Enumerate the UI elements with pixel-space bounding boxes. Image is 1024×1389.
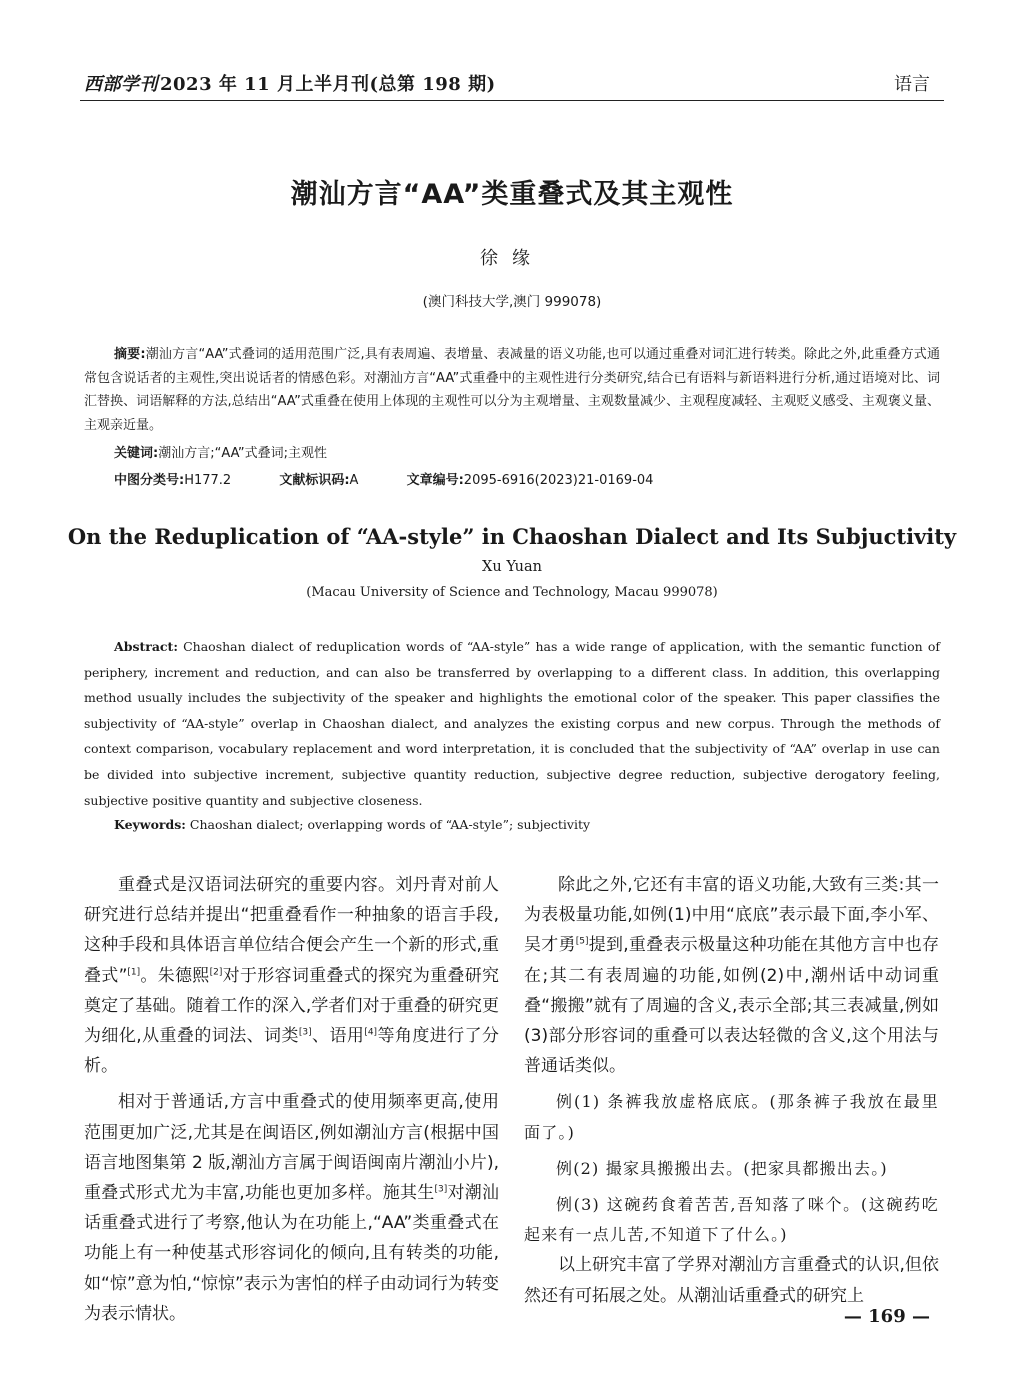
clc-value: H177.2	[184, 473, 232, 488]
body-paragraph: 相对于普通话,方言中重叠式的使用频率更高,使用范围更加广泛,尤其是在闽语区,例如潮汕方言(根据中国语言地图集第 2 版,潮汕方言属于闽语闽南片潮汕小片),重叠式形式尤为丰富,功能也更加多样。施其生[3]对潮汕话重叠式进行了考察,他认为在功能上,“AA”类重叠式在功能上有一种使基式形容词化的倾向,且有转类的功能,如“惊”意为怕,“惊惊”表示为害怕的样子由动词行为转变为表示情状。	[84, 1092, 500, 1324]
example-sentence-1: 例(1) 条裤我放虚格底底。(那条裤子我放在最里面了。)	[524, 1092, 939, 1142]
citation: [1]	[127, 966, 141, 977]
header-rule	[80, 100, 944, 101]
keywords-zh	[114, 442, 327, 461]
classification-row	[114, 469, 697, 488]
body-column-right	[524, 870, 939, 1311]
body-paragraph: 重叠式是汉语词法研究的重要内容。刘丹青对前人研究进行总结并提出“把重叠看作一种抽象的语言手段,这种手段和具体语言单位结合便会产生一个新的形式,重叠式”[1]。朱德熙[2]对于形容词重叠式的探究为重叠研究奠定了基础。随着工作的深入,学者们对于重叠的研究更为细化,从重叠的词法、词类[3]、语用[4]等角度进行了分析。	[84, 875, 500, 1077]
author-en: Xu Yuan	[482, 559, 542, 575]
doc-code-label: 文献标识码:	[279, 473, 350, 488]
citation: [3]	[298, 1027, 312, 1038]
example-sentence-3: 例(3) 这碗药食着苦苦,吾知落了咪个。(这碗药吃起来有一点儿苦,不知道下了什么。)	[524, 1195, 939, 1245]
paper-title-zh: 潮汕方言“AA”类重叠式及其主观性	[290, 179, 734, 210]
article-no-label: 文章编号:	[406, 473, 464, 488]
clc-label: 中图分类号:	[114, 473, 185, 488]
body-column-left	[84, 870, 499, 1329]
journal-name: 西部学刊	[84, 74, 158, 95]
keywords-en	[114, 817, 590, 832]
example-sentence-2: 例(2) 撮家具搬搬出去。(把家具都搬出去。)	[556, 1158, 888, 1178]
body-paragraph: 除此之外,它还有丰富的语义功能,大致有三类:其一为表极量功能,如例(1)中用“底底”表示最下面,李小军、吴才勇[5]提到,重叠表示极量这种功能在其他方言中也存在;其二有表周遍的功能,如例(2)中,潮州话中动词重叠“搬搬”就有了周遍的含义,表示全部;其三表减量,例如(3)部分形容词的重叠可以表达轻微的含义,这个用法与普通话类似。	[524, 875, 940, 1077]
keywords-text-zh: 潮汕方言;“AA”式叠词;主观性	[158, 446, 327, 461]
keywords-label-zh: 关键词:	[114, 446, 159, 461]
abstract-zh	[84, 343, 940, 437]
running-header-journal	[84, 70, 496, 96]
citation: [2]	[209, 966, 223, 977]
citation: [5]	[575, 936, 589, 947]
citation: [4]	[364, 1027, 378, 1038]
issue-info: 2023 年 11 月上半月刊(总第 198 期)	[160, 74, 496, 95]
page-number: — 169 —	[843, 1306, 930, 1327]
abstract-en	[84, 634, 940, 813]
affiliation-zh: (澳门科技大学,澳门 999078)	[422, 294, 602, 310]
article-no-value: 2095-6916(2023)21-0169-04	[463, 473, 654, 488]
abstract-text-zh: 潮汕方言“AA”式叠词的适用范围广泛,具有表周遍、表增量、表减量的语义功能,也可以通过重叠对词汇进行转类。除此之外,此重叠方式通常包含说话者的主观性,突出说话者的情感色彩。对潮汕方言“AA”式重叠中的主观性进行分类研究,结合已有语料与新语料进行分析,通过语境对比、词汇替换、词语解释的方法,总结出“AA”式重叠在使用上体现的主观性可以分为主观增量、主观数量减少、主观程度减轻、主观贬义感受、主观褒义量、主观亲近量。	[84, 347, 940, 433]
abstract-label-zh: 摘要:	[114, 347, 146, 362]
abstract-text-en: Chaoshan dialect of reduplication words of “AA-style” has a wide range of application, with the semantic function of periphery, increment and reduction, and can also be transferred by overlapping to a different class. In addition, this overlapping method usually includes the subjectivity of the speaker and highlights the emotional color of the speaker. This paper classifies the subjectivity of “AA-style” overlap in Chaoshan dialect, and analyzes the existing corpus and new corpus. Through the methods of context comparison, vocabulary replacement and word interpretation, it is concluded that the subjectivity of “AA” overlap in use can be divided into subjective increment, subjective quantity reduction, subjective degree reduction, subjective derogatory feeling, subjective positive quantity and subjective closeness.	[84, 639, 940, 808]
citation: [3]	[434, 1184, 448, 1195]
doc-code-value: A	[349, 473, 359, 488]
affiliation-en: (Macau University of Science and Technology, Macau 999078)	[306, 585, 718, 600]
abstract-label-en: Abstract:	[114, 639, 178, 654]
paper-title-en: On the Reduplication of “AA-style” in Chaoshan Dialect and Its Subjuctivity	[67, 524, 957, 549]
keywords-text-en: Chaoshan dialect; overlapping words of “AA-style”; subjectivity	[189, 817, 591, 832]
section-label: 语言	[894, 74, 930, 95]
keywords-label-en: Keywords:	[114, 817, 186, 832]
body-paragraph: 以上研究丰富了学界对潮汕方言重叠式的认识,但依然还有可拓展之处。从潮汕话重叠式的研究上	[524, 1255, 939, 1306]
author-zh: 徐缘	[480, 248, 544, 269]
